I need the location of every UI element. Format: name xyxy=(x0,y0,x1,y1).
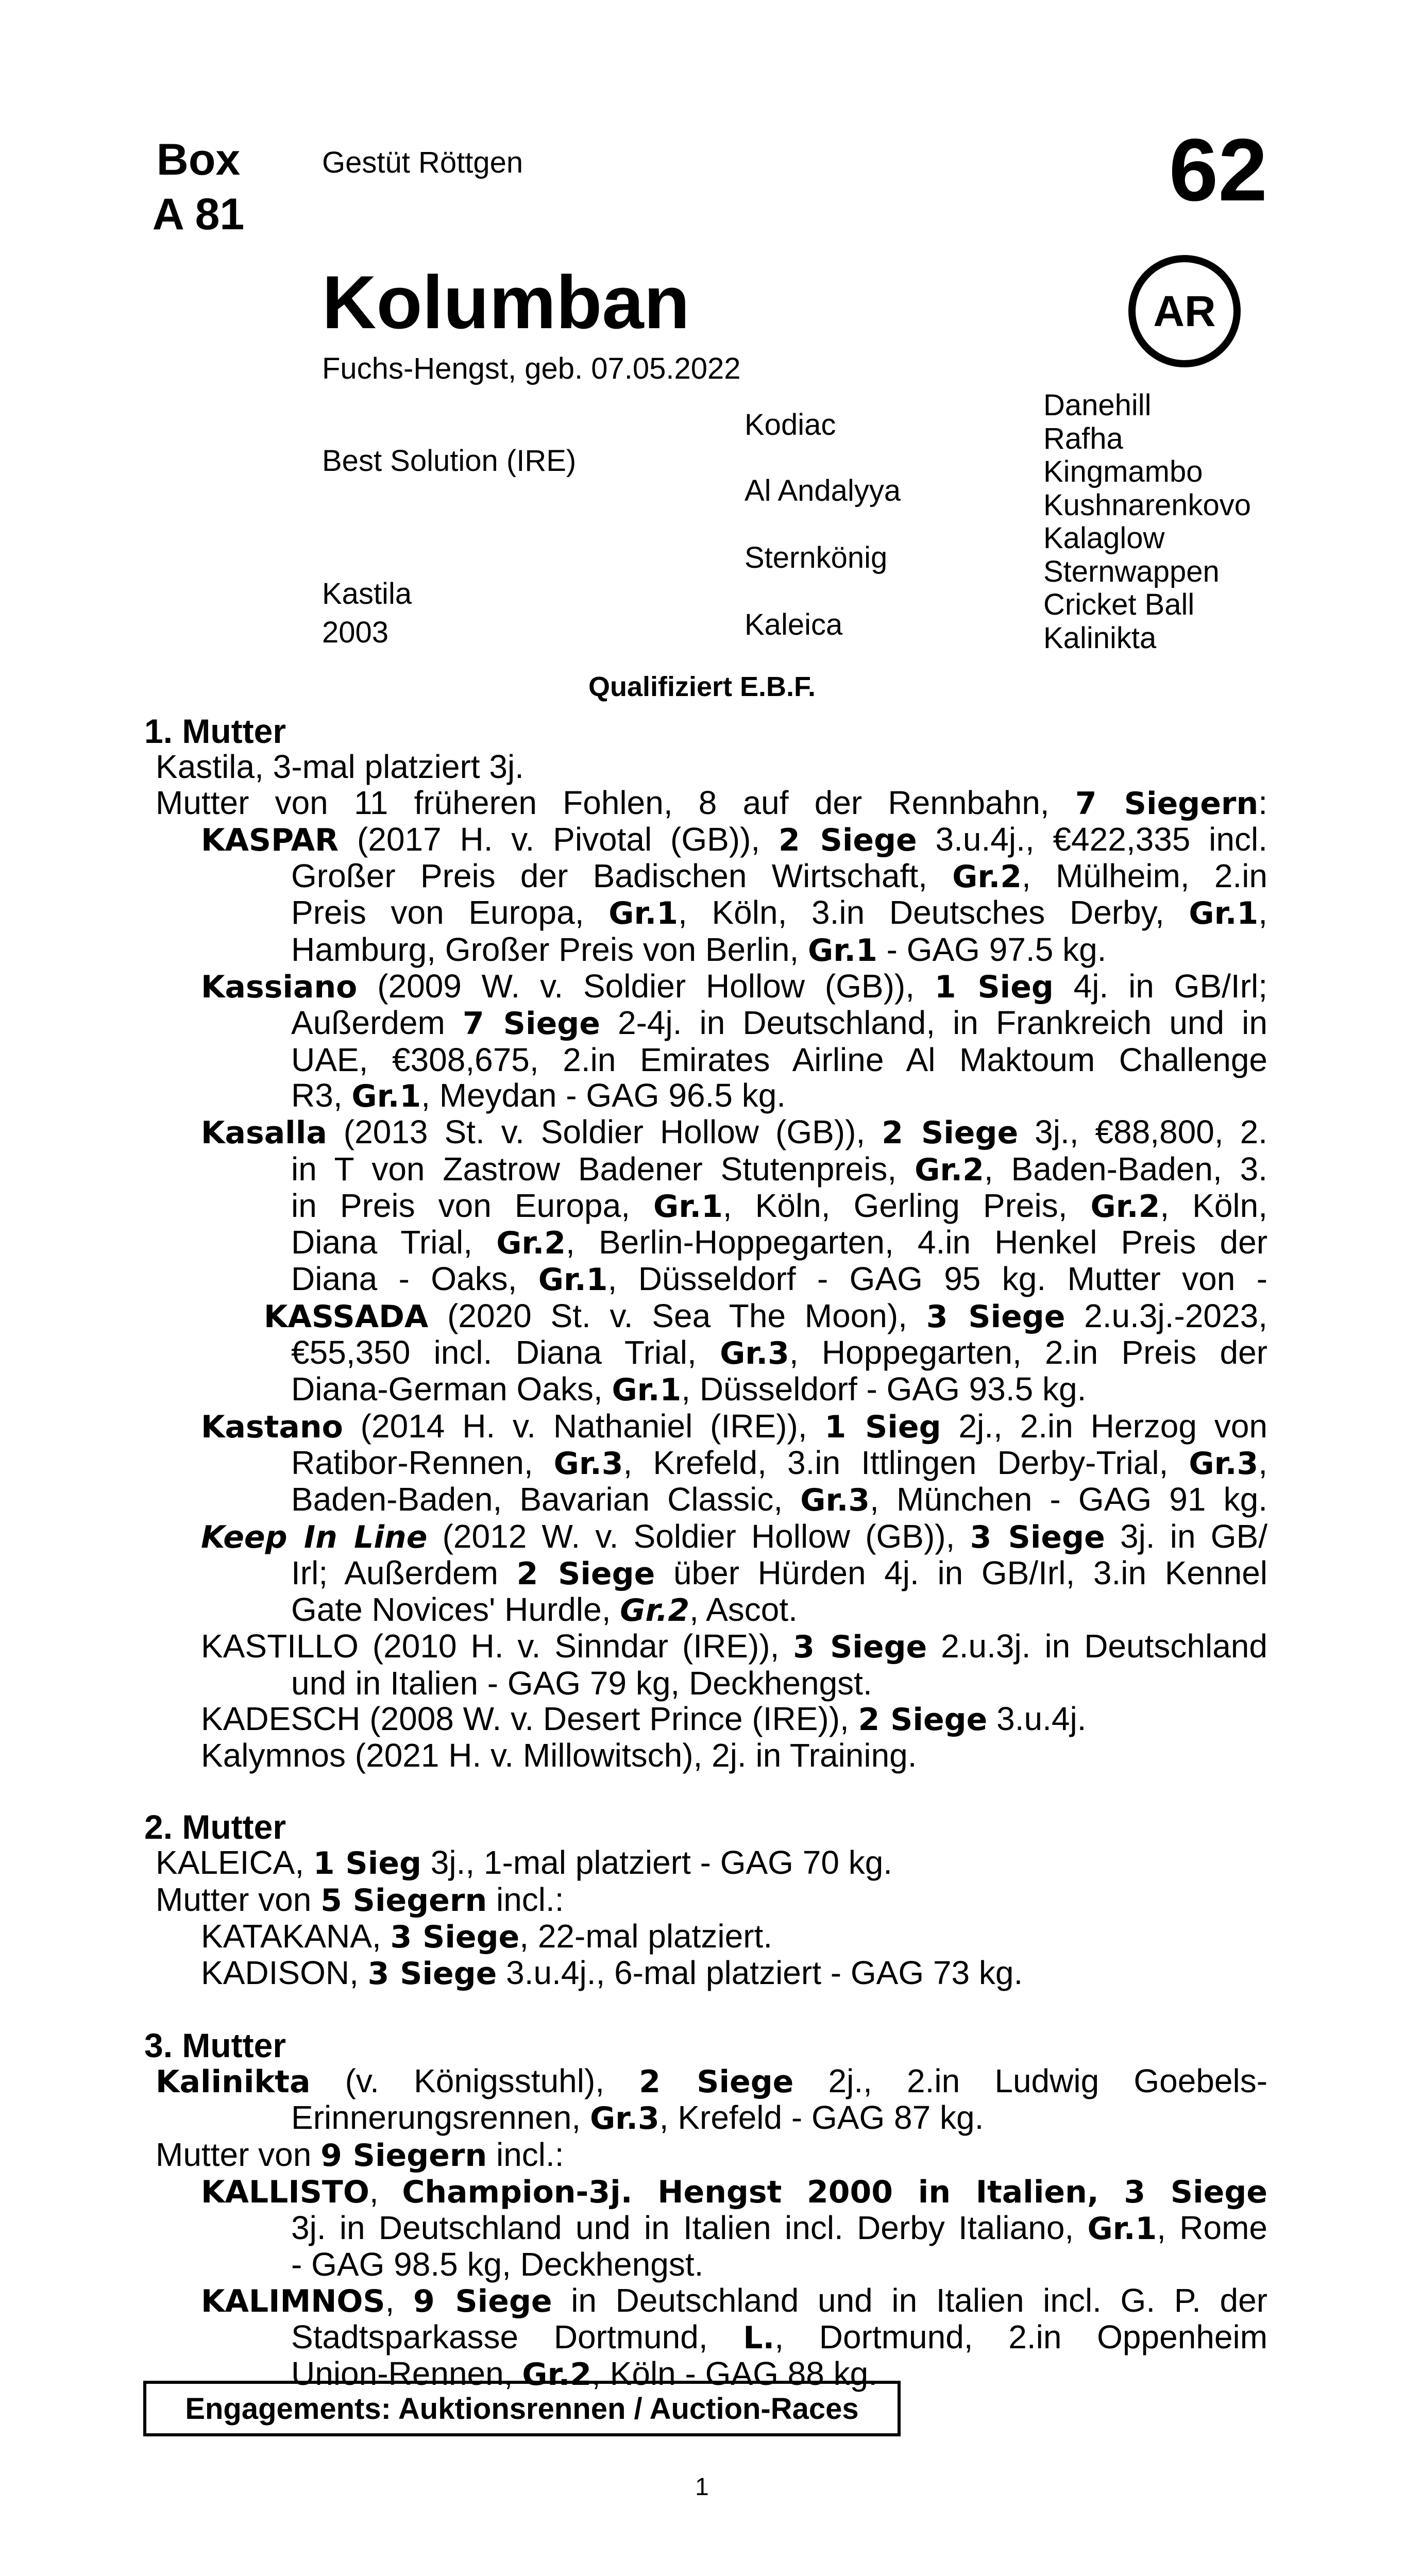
qualification: Qualifiziert E.B.F. xyxy=(588,671,816,702)
pedigree-ggp: Kalaglow xyxy=(1043,521,1165,555)
pedigree-dam: Kastila xyxy=(322,577,412,611)
pedigree-great-grandparents xyxy=(1043,389,1251,655)
progeny-kallisto-line: 3j. in Deutschland und in Italien incl. Derby Italiano, Gr.1, Rome xyxy=(291,2209,1268,2247)
progeny-kassiano-line: Außerdem 7 Siege 2-4j. in Deutschland, in Frankreich und in xyxy=(291,1004,1267,1042)
second-dam-foals: Mutter von 5 Siegern incl.: xyxy=(156,1880,564,1919)
progeny-kaspar-line: Hamburg, Großer Preis von Berlin, Gr.1 - GAG 97.5 kg. xyxy=(291,930,1107,969)
lot-number: 62 xyxy=(1169,121,1267,219)
progeny-kalimnos-line: Stadtsparkasse Dortmund, L., Dortmund, 2.in Oppenheim xyxy=(291,2318,1267,2357)
catalogue-text xyxy=(144,714,1267,2393)
progeny-katakana: KATAKANA, 3 Siege, 22-mal platziert. xyxy=(201,1917,773,1955)
first-dam-foals: Mutter von 11 früheren Fohlen, 8 auf der Rennbahn, 7 Siegern: xyxy=(156,784,1267,822)
box-label: Box xyxy=(156,135,241,184)
pedigree-ggp: Cricket Ball xyxy=(1043,588,1195,621)
ar-badge-label: AR xyxy=(1153,286,1216,335)
third-dam-kalinikta-line: Erinnerungsrennen, Gr.3, Krefeld - GAG 87 kg. xyxy=(291,2099,984,2137)
progeny-kastano-line: Ratibor-Rennen, Gr.3, Krefeld, 3.in Ittlingen Derby-Trial, Gr.3, xyxy=(291,1444,1268,1482)
pedigree-sire: Best Solution (IRE) xyxy=(322,444,577,478)
progeny-kassada-line: Diana-German Oaks, Gr.1, Düsseldorf - GAG 93.5 kg. xyxy=(291,1370,1087,1409)
progeny-keep-in-line-line: Irl; Außerdem 2 Siege über Hürden 4j. in GB/Irl, 3.in Kennel xyxy=(291,1554,1268,1592)
third-dam-heading: 3. Mutter xyxy=(144,2026,286,2064)
progeny-kastillo-line: und in Italien - GAG 79 kg, Deckhengst. xyxy=(291,1664,872,1702)
progeny-kasalla-line: Diana Trial, Gr.2, Berlin-Hoppegarten, 4.in Henkel Preis der xyxy=(291,1224,1267,1262)
progeny-kasalla: Kasalla (2013 St. v. Soldier Hollow (GB)), 2 Siege 3j., €88,800, 2. xyxy=(201,1113,1268,1151)
progeny-kasalla-line: Diana - Oaks, Gr.1, Düsseldorf - GAG 95 kg. Mutter von - xyxy=(291,1260,1268,1298)
progeny-kalimnos: KALIMNOS, 9 Siege in Deutschland und in Italien incl. G. P. der xyxy=(201,2281,1267,2319)
section-gap xyxy=(144,1992,1267,2027)
engagements-box xyxy=(143,2381,901,2436)
pedigree-dam-year: 2003 xyxy=(322,616,389,649)
progeny-keep-in-line: Keep In Line (2012 W. v. Soldier Hollow (GB)), 3 Siege 3j. in GB/ xyxy=(201,1517,1268,1555)
progeny-kalimnos-line: Union-Rennen, Gr.2, Köln - GAG 88 kg. xyxy=(291,2355,878,2393)
pedigree-grandsire: Kodiac xyxy=(745,408,836,442)
second-dam-heading: 2. Mutter xyxy=(144,1807,286,1846)
pedigree-ggp: Rafha xyxy=(1043,421,1123,455)
first-dam-heading: 1. Mutter xyxy=(144,712,286,750)
pedigree-ggp: Kingmambo xyxy=(1043,455,1203,488)
pedigree-ggp: Kushnarenkovo xyxy=(1043,488,1251,522)
progeny-kasalla-line: in T von Zastrow Badener Stutenpreis, Gr.2, Baden-Baden, 3. xyxy=(291,1150,1268,1188)
third-dam-foals: Mutter von 9 Siegern incl.: xyxy=(156,2136,564,2174)
progeny-kalymnos: Kalymnos (2021 H. v. Millowitsch), 2j. in Training. xyxy=(201,1737,917,1774)
pedigree-dam-dam: Kaleica xyxy=(745,608,843,641)
box-number: A 81 xyxy=(152,190,245,239)
section-gap xyxy=(144,1774,1267,1809)
progeny-kadison: KADISON, 3 Siege 3.u.4j., 6-mal platziert - GAG 73 kg. xyxy=(201,1954,1023,1992)
page-number: 1 xyxy=(695,2473,709,2501)
second-dam-record: KALEICA, 1 Sieg 3j., 1-mal platziert - GAG 70 kg. xyxy=(156,1844,893,1882)
progeny-kassada: KASSADA (2020 St. v. Sea The Moon), 3 Siege 2.u.3j.-2023, xyxy=(264,1297,1267,1335)
progeny-kastano-line: Baden-Baden, Bavarian Classic, Gr.3, München - GAG 91 kg. xyxy=(291,1481,1268,1519)
horse-name: Kolumban xyxy=(322,260,690,344)
progeny-kassiano: Kassiano (2009 W. v. Soldier Hollow (GB)), 1 Sieg 4j. in GB/Irl; xyxy=(201,968,1268,1006)
progeny-kassiano-line: R3, Gr.1, Meydan - GAG 96.5 kg. xyxy=(291,1076,786,1114)
progeny-kallisto-line: - GAG 98.5 kg, Deckhengst. xyxy=(291,2246,704,2283)
progeny-kastano: Kastano (2014 H. v. Nathaniel (IRE)), 1 Sieg 2j., 2.in Herzog von xyxy=(201,1407,1268,1445)
breeder: Gestüt Röttgen xyxy=(322,146,523,179)
horse-subtitle: Fuchs-Hengst, geb. 07.05.2022 xyxy=(322,352,741,385)
progeny-kastillo: KASTILLO (2010 H. v. Sinndar (IRE)), 3 Siege 2.u.3j. in Deutschland xyxy=(201,1628,1267,1666)
pedigree-dam-sire: Sternkönig xyxy=(745,541,888,574)
progeny-kallisto: KALLISTO, Champion-3j. Hengst 2000 in Italien, 3 Siege xyxy=(201,2172,1268,2210)
progeny-kaspar-line: Preis von Europa, Gr.1, Köln, 3.in Deutsches Derby, Gr.1, xyxy=(291,894,1268,932)
progeny-kadesch: KADESCH (2008 W. v. Desert Prince (IRE)), 2 Siege 3.u.4j. xyxy=(201,1700,1087,1738)
pedigree-ggp: Kalinikta xyxy=(1043,621,1157,655)
progeny-kaspar-line: Großer Preis der Badischen Wirtschaft, Gr.2, Mülheim, 2.in xyxy=(291,857,1268,895)
progeny-kaspar: KASPAR (2017 H. v. Pivotal (GB)), 2 Siege 3.u.4j., €422,335 incl. xyxy=(201,820,1267,858)
progeny-kassiano-line: UAE, €308,675, 2.in Emirates Airline Al Maktoum Challenge xyxy=(291,1041,1267,1078)
ar-badge xyxy=(1128,255,1241,367)
pedigree-ggp: Sternwappen xyxy=(1043,554,1220,588)
progeny-keep-in-line-line: Gate Novices' Hurdle, Gr.2, Ascot. xyxy=(291,1591,798,1629)
engagements-text: Engagements: Auktionsrennen / Auction-Races xyxy=(185,2392,859,2426)
third-dam-kalinikta: Kalinikta (v. Königsstuhl), 2 Siege 2j., 2.in Ludwig Goebels- xyxy=(156,2062,1268,2100)
progeny-kasalla-line: in Preis von Europa, Gr.1, Köln, Gerling Preis, Gr.2, Köln, xyxy=(291,1187,1268,1225)
progeny-kassada-line: €55,350 incl. Diana Trial, Gr.3, Hoppegarten, 2.in Preis der xyxy=(291,1334,1268,1372)
pedigree-ggp: Danehill xyxy=(1043,388,1152,422)
pedigree-granddam: Al Andalyya xyxy=(745,474,901,507)
first-dam-intro: Kastila, 3-mal platziert 3j. xyxy=(156,748,524,786)
